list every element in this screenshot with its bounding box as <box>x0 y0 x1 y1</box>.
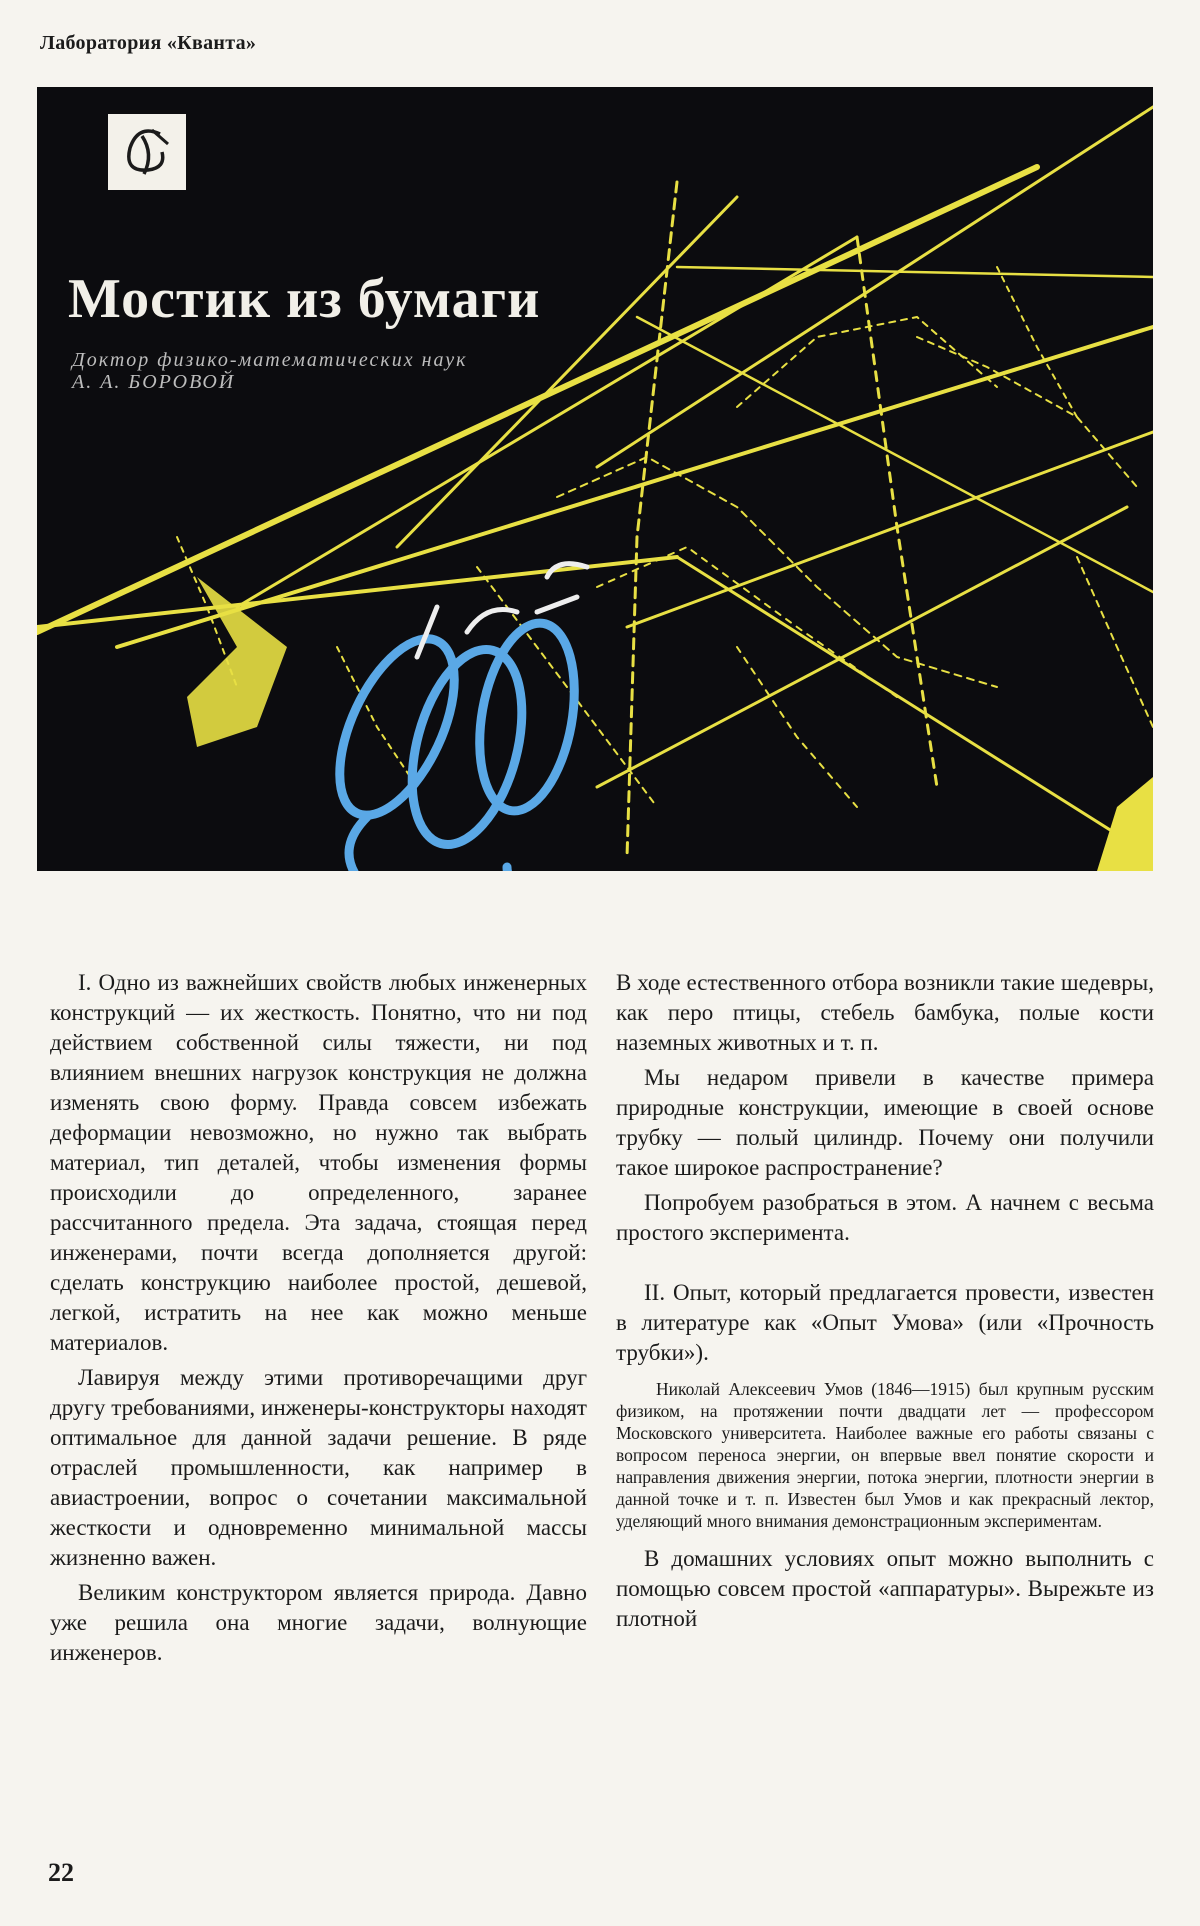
paragraph: I. Одно из важнейших свойств любых инженерных конструкций — их жесткость. Понятно, что ни под действием собственной силы тяжести, ни под влиянием внешних нагрузок конструкция не должна изменять свою форму. Правда совсем избежать деформации невозможно, но нужно так выбрать материал, тип деталей, чтобы изменения формы происходили до определенного, заранее рассчитанного предела. Эта задача, стоящая перед инженерами, почти всегда дополняется другой: сделать конструкцию наиболее простой, дешевой, легкой, истратить на нее как можно меньше материалов. <box>50 970 587 1355</box>
spider-web-illustration <box>37 87 1153 871</box>
paragraph: В домашних условиях опыт можно выполнить с помощью совсем простой «аппаратуры». Вырежьте из плотной <box>616 1546 1154 1631</box>
kvant-logo <box>108 114 186 190</box>
biographical-note: Николай Алексеевич Умов (1846—1915) был крупным русским физиком, на протяжении почти двадцати лет — профессором Московского университета. Наиболее важные его работы связаны с вопросом переноса энергии, он впервые ввел понятие скорости и направления движения энергии, потока энергии, плотности энергии в данной точке и т. п. Известен был Умов и как прекрасный лектор, уделяющий много внимания демонстрационным экспериментам. <box>616 1379 1154 1531</box>
page-number: 22 <box>48 1858 74 1887</box>
paragraph: В ходе естественного отбора возникли такие шедевры, как перо птицы, стебель бамбука, полые кости наземных животных и т. п. <box>616 970 1154 1055</box>
author-title: Доктор физико-математических наук <box>72 349 468 371</box>
left-column <box>50 968 587 1673</box>
running-head: Лаборатория «Кванта» <box>40 32 257 54</box>
paragraph: Лавируя между этими противоречащими друг другу требованиями, инженеры-конструкторы находят оптимальное для данной задачи решение. В ряде отраслей промышленности, как например в авиастроении, вопрос о сочетании максимальной жесткости и одновременно минимальной массы жизненно важен. <box>50 1365 587 1570</box>
paragraph: Мы недаром привели в качестве примера природные конструкции, имеющие в своей основе трубку — полый цилиндр. Почему они получили такое широкое распространение? <box>616 1065 1154 1180</box>
paragraph: Великим конструктором является природа. Давно уже решила она многие задачи, волнующие инженеров. <box>50 1580 587 1665</box>
kvant-logo-icon <box>108 114 186 190</box>
author-name: А. А. БОРОВОЙ <box>72 371 236 393</box>
paragraph: Попробуем разобраться в этом. А начнем с весьма простого эксперимента. <box>616 1190 1154 1245</box>
article-title: Мостик из бумаги <box>68 268 541 330</box>
title-banner <box>37 87 1153 871</box>
section-two-paragraph: II. Опыт, который предлагается провести, известен в литературе как «Опыт Умова» (или «Прочность трубки»). <box>616 1280 1154 1365</box>
right-column <box>616 968 1154 1639</box>
byline <box>72 349 467 393</box>
